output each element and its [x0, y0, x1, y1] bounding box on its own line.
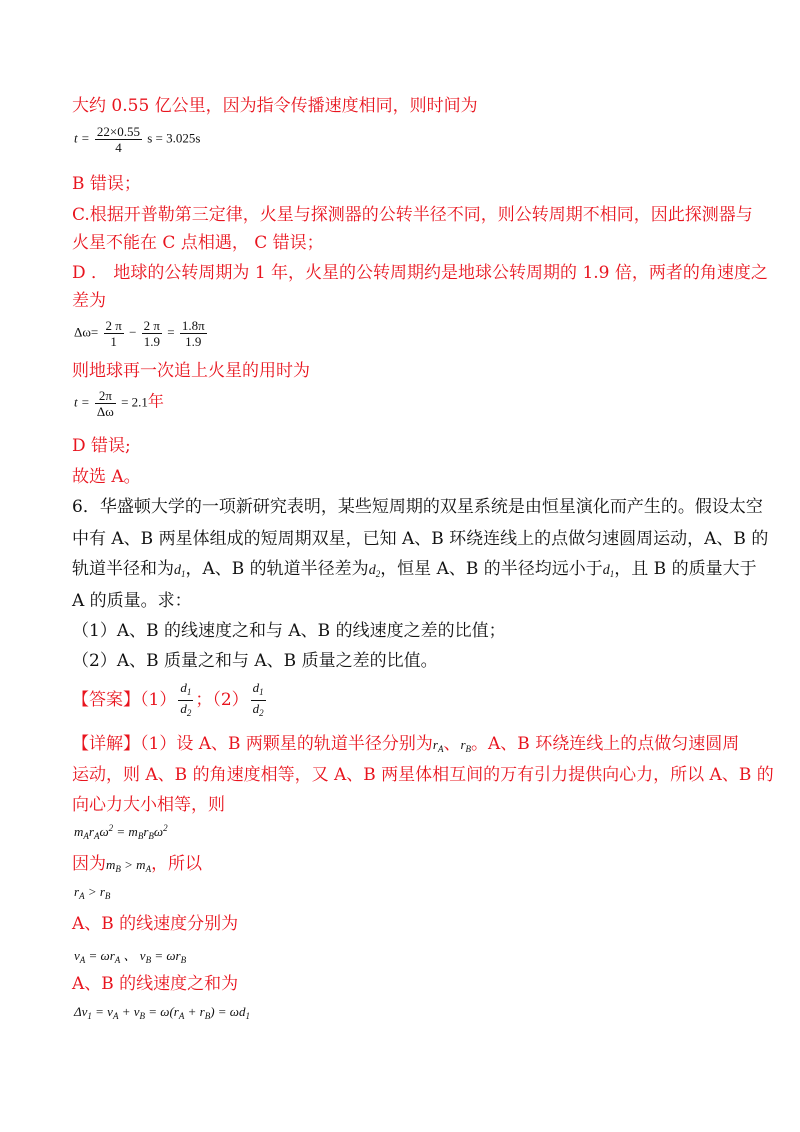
symbol-d1: $d_1$: [602, 563, 615, 579]
equation-omega: Δω= $\frac{2 \pi}{1}$ − $\frac{2 \pi}{1.9}$ = $\frac{1.8\pi}{1.9}$: [74, 318, 205, 349]
question-text: 轨道半径和为$d_1$，A、B 的轨道半径差为$d_2$，恒星 A、B 的半径均远小于$d_1$，且 B 的质量大于: [72, 559, 757, 579]
equation-force: $m_Ar_A\omega^2 = m_Br_B\omega^2$: [74, 823, 168, 841]
fraction: $\frac{22\times 0.55}{4}$: [96, 124, 140, 155]
explanation-label: 【详解】: [72, 734, 140, 754]
paragraph: C.根据开普勒第三定律，火星与探测器的公转半径不同，则公转周期不相同，因此探测器与: [72, 205, 753, 225]
equation-radius: $r_A > r_B$: [74, 884, 111, 901]
paragraph: D ． 地球的公转周期为 1 年，火星的公转周期约是地球公转周期的 1.9 倍，两者的角速度之: [72, 263, 768, 283]
answer-label: 【答案】: [72, 690, 140, 710]
question-text: A 的质量。求：: [72, 591, 192, 611]
symbol-d1: $d_1$: [174, 563, 186, 579]
paragraph: 大约 0.55 亿公里，因为指令传播速度相同，则时间为: [72, 96, 478, 116]
paragraph: D 错误;: [72, 436, 131, 456]
explanation-line: 【详解】（1）设 A、B 两颗星的轨道半径分别为$r_A$、$r_B$。A、B 环绕连线上的点做匀速圆周: [72, 734, 740, 754]
paragraph: 差为: [72, 291, 106, 311]
eq-lhs: t =: [74, 130, 90, 146]
question-text: 6．华盛顿大学的一项新研究表明，某些短周期的双星系统是由恒星演化而产生的。假设太空: [72, 497, 763, 517]
paragraph: 火星不能在 C 点相遇， C 错误；: [72, 233, 324, 253]
paragraph: 向心力大小相等，则: [72, 795, 225, 815]
paragraph: 故选 A。: [72, 467, 141, 487]
equation-time: [74, 124, 200, 155]
paragraph: 因为$m_B > m_A$，所以: [72, 854, 203, 874]
answer-fraction-1: $\frac{d_1}{d_2}$: [180, 680, 192, 718]
answer-fraction-2: $\frac{d_1}{d_2}$: [252, 680, 264, 718]
question-text: 中有 A、B 两星体组成的短周期双星，已知 A、B 环绕连线上的点做匀速圆周运动，A、B 的: [72, 529, 769, 549]
paragraph: A、B 的线速度之和为: [72, 974, 239, 994]
paragraph: B 错误；: [72, 174, 141, 194]
question-text: （1）A、B 的线速度之和与 A、B 的线速度之差的比值；: [72, 621, 506, 641]
equation-velocity-sum: $\Delta v_1 = v_A + v_B = \omega(r_A + r_B) = \omega d_1$: [74, 1004, 250, 1021]
equation-velocity: $v_A = \omega r_A$ 、 $v_B = \omega r_B$: [74, 948, 187, 965]
symbol-d2: $d_2$: [368, 563, 381, 579]
eq-rhs: s = 3.025s: [147, 130, 201, 146]
answer-line: 【答案】（1） $\frac{d_1}{d_2}$ ；（2） $\frac{d_1}{d_2}$: [72, 680, 268, 721]
question-text: （2）A、B 质量之和与 A、B 质量之差的比值。: [72, 651, 438, 671]
paragraph: 则地球再一次追上火星的用时为: [72, 361, 310, 381]
paragraph: 运动，则 A、B 的角速度相等，又 A、B 两星体相互间的万有引力提供向心力，所以 A、B 的: [72, 765, 774, 785]
paragraph: A、B 的线速度分别为: [72, 914, 239, 934]
equation-catchup: t = $\frac{2\pi}{\Delta\omega}$ = 2.1年: [74, 388, 164, 419]
